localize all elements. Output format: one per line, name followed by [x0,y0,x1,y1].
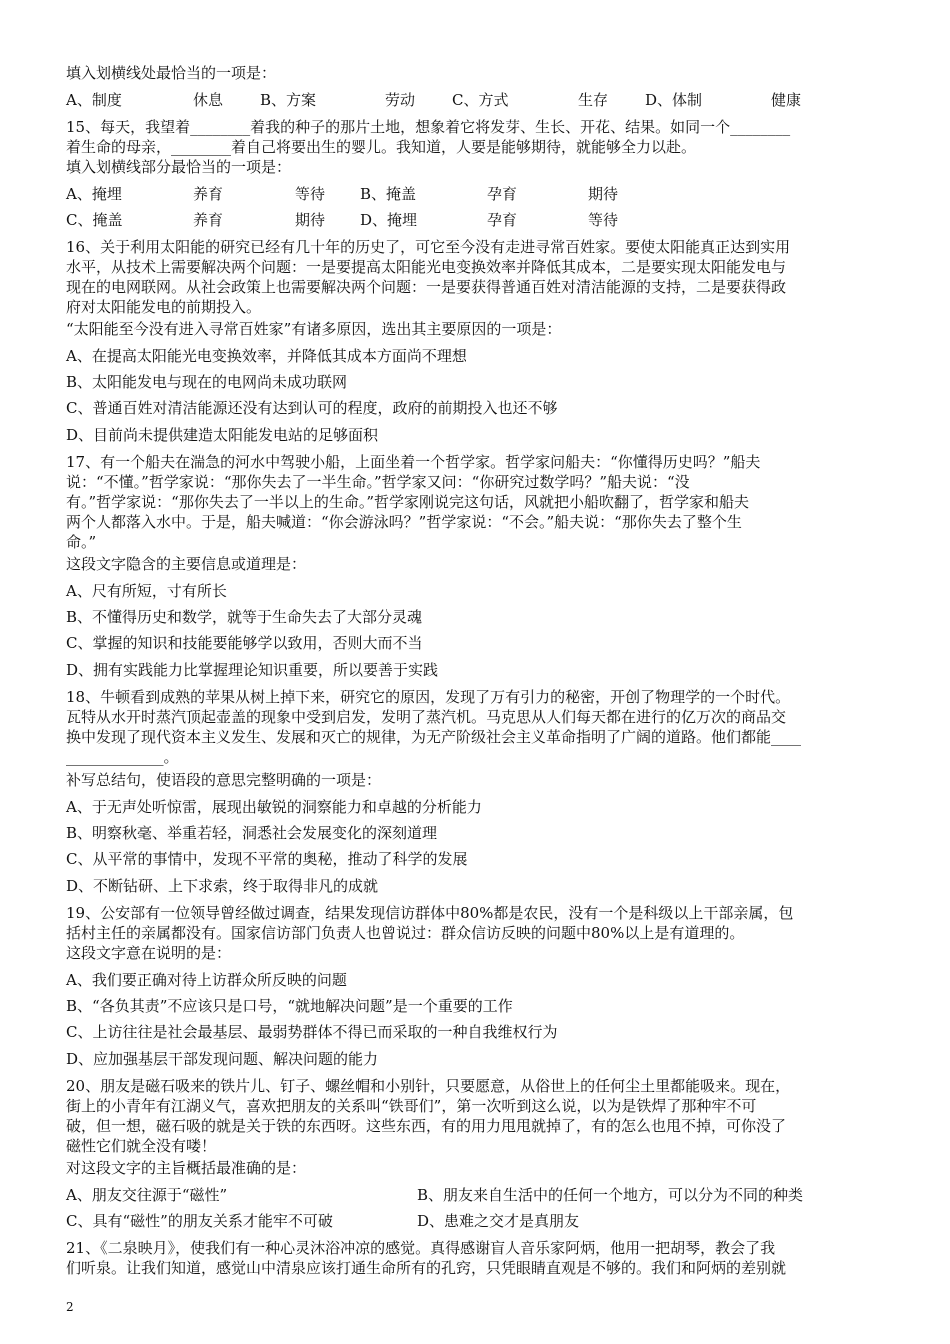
option-line: D、应加强基层干部发现问题、解决问题的能力 [66,1050,379,1068]
text-line: 街上的小青年有江湖义气，喜欢把朋友的关系叫“铁哥们”，第一次听到这么说，以为是铁焊了那种牢不可 [66,1097,757,1115]
text-line: 18、牛顿看到成熟的苹果从树上掉下来，研究它的原因，发现了万有引力的秘密，开创了物理学的一个时代。 [66,688,791,706]
option-line: D、目前尚未提供建造太阳能发电站的足够面积 [66,426,379,444]
text-line: 补写总结句，使语段的意思完整明确的一项是： [66,771,382,789]
text-line: 16、关于利用太阳能的研究已经有几十年的历史了，可它至今没有走进寻常百姓家。要使太阳能真正达到实用 [66,238,791,256]
option-cell: 期待 [295,211,326,229]
text-line: 这段文字隐含的主要信息或道理是： [66,555,307,573]
text-line: 15、每天，我望着________着我的种子的那片土地，想象着它将发芽、生长、开花、结果。如同一个________ [66,118,791,136]
text-line: 说：“不懂。”哲学家说：“那你失去了一半生命。”哲学家又问：“你研究过数学吗？”船夫说：“没 [66,473,690,491]
option-line: B、明察秋毫、举重若轻，洞悉社会发展变化的深刻道理 [66,824,438,842]
option-cell: 孕育 [487,185,518,203]
option-line: B、“各负其责”不应该只是口号，“就地解决问题”是一个重要的工作 [66,997,513,1015]
option-cell: A、朋友交往源于“磁性” [66,1186,228,1204]
text-line: 21、《二泉映月》，使我们有一种心灵沐浴冲凉的感觉。真得感谢盲人音乐家阿炳，他用一把胡琴，教会了我 [66,1239,776,1257]
text-line: 有。”哲学家说：“那你失去了一半以上的生命。”哲学家刚说完这句话，风就把小船吹翻了，哲学家和船夫 [66,493,750,511]
page-number: 2 [66,1300,74,1314]
text-line: 20、朋友是磁石吸来的铁片儿、钉子、螺丝帽和小别针，只要愿意，从俗世上的任何尘土里都能吸来。现在， [66,1077,791,1095]
option-line: A、于无声处听惊雷，展现出敏锐的洞察能力和卓越的分析能力 [66,798,482,816]
text-line: 府对太阳能发电的前期投入。 [66,298,262,316]
option-cell: B、方案 [260,91,317,109]
option-cell: C、方式 [452,91,509,109]
option-line: C、从平常的事情中，发现不平常的奥秘，推动了科学的发展 [66,850,468,868]
text-line: 两个人都落入水中。于是，船夫喊道：“你会游泳吗？”哲学家说：“不会。”船夫说：“那你失去了整个生 [66,513,742,531]
text-line: 填入划横线处最恰当的一项是： [66,64,277,82]
option-cell: 孕育 [487,211,518,229]
option-cell: C、具有“磁性”的朋友关系才能牢不可破 [66,1212,333,1230]
text-line: 括村主任的亲属都没有。国家信访部门负责人也曾说过：群众信访反映的问题中80%以上是有道理的。 [66,924,745,942]
option-cell: 等待 [588,211,619,229]
option-cell: A、掩埋 [66,185,122,203]
option-cell: 期待 [588,185,619,203]
text-line: 着生命的母亲，________着自己将要出生的婴儿。我知道，人要是能够期待，就能够全力以赴。 [66,138,697,156]
option-line: C、掌握的知识和技能要能够学以致用，否则大而不当 [66,634,423,652]
text-line: 19、公安部有一位领导曾经做过调查，结果发现信访群体中80%都是农民，没有一个是科级以上干部亲属，包 [66,904,794,922]
option-line: A、在提高太阳能光电变换效率，并降低其成本方面尚不理想 [66,347,467,365]
option-cell: 生存 [578,91,609,109]
option-cell: 等待 [295,185,326,203]
text-line: 们听泉。让我们知道，感觉山中清泉应该打通生命所有的孔窍，只凭眼睛直观是不够的。我们和阿炳的差别就 [66,1259,787,1277]
option-cell: 养育 [193,211,224,229]
text-line: 对这段文字的主旨概括最准确的是： [66,1159,307,1177]
option-cell: D、体制 [645,91,703,109]
text-line: 这段文字意在说明的是： [66,944,232,962]
option-cell: 健康 [771,91,802,109]
option-cell: A、制度 [66,91,122,109]
option-line: C、上访往往是社会最基层、最弱势群体不得已而采取的一种自我维权行为 [66,1023,558,1041]
option-line: A、尺有所短，寸有所长 [66,582,227,600]
option-line: B、不懂得历史和数学，就等于生命失去了大部分灵魂 [66,608,423,626]
option-line: B、太阳能发电与现在的电网尚未成功联网 [66,373,348,391]
text-line: “太阳能至今没有进入寻常百姓家”有诸多原因，选出其主要原因的一项是： [66,320,562,338]
option-cell: D、患难之交才是真朋友 [417,1212,580,1230]
option-cell: 休息 [193,91,224,109]
text-line: _____________。 [66,748,179,766]
text-line: 命。” [66,533,97,551]
text-line: 瓦特从水开时蒸汽顶起壶盖的现象中受到启发，发明了蒸汽机。马克思从人们每天都在进行的亿万次的商品交 [66,708,787,726]
option-line: D、不断钻研、上下求索，终于取得非凡的成就 [66,877,379,895]
text-line: 磁性它们就全没有喽！ [66,1137,217,1155]
option-line: A、我们要正确对待上访群众所反映的问题 [66,971,347,989]
option-line: D、拥有实践能力比掌握理论知识重要，所以要善于实践 [66,661,439,679]
text-line: 破，但一想，磁石吸的就是关于铁的东西呀。这些东西，有的用力甩甩就掉了，有的怎么也甩不掉，可你没了 [66,1117,787,1135]
option-line: C、普通百姓对清洁能源还没有达到认可的程度，政府的前期投入也还不够 [66,399,558,417]
option-cell: D、掩埋 [360,211,418,229]
text-line: 水平，从技术上需要解决两个问题：一是要提高太阳能光电变换效率并降低其成本，二是要实现太阳能发电与 [66,258,787,276]
option-cell: 养育 [193,185,224,203]
text-line: 换中发现了现代资本主义发生、发展和灭亡的规律，为无产阶级社会主义革命指明了广阔的道路。他们都能____ [66,728,802,746]
text-line: 17、有一个船夫在湍急的河水中驾驶小船，上面坐着一个哲学家。哲学家问船夫：“你懂得历史吗？”船夫 [66,453,761,471]
option-cell: C、掩盖 [66,211,123,229]
text-line: 填入划横线部分最恰当的一项是： [66,158,292,176]
option-cell: B、掩盖 [360,185,417,203]
option-cell: B、朋友来自生活中的任何一个地方，可以分为不同的种类 [417,1186,804,1204]
text-line: 现在的电网联网。从社会政策上也需要解决两个问题：一是要获得普通百姓对清洁能源的支持，二是要获得政 [66,278,787,296]
option-cell: 劳动 [385,91,416,109]
